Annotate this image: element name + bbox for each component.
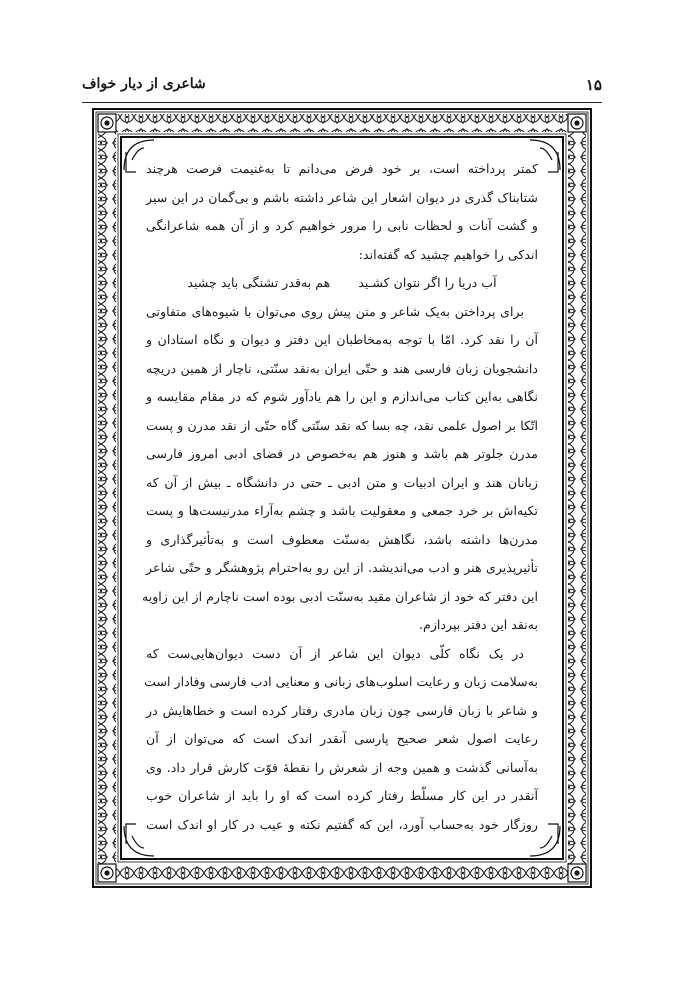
text-line: برای پرداختن به‌یک شاعر و متن پیش روی می‌توان با شیوه‌های متفاوتی (146, 303, 524, 319)
text-line: به‌نقد این دفتر بپردازم. (419, 617, 538, 632)
verse-hemistich-2: هم به‌قدر تشنگی باید چشید (187, 275, 331, 290)
text-line: تأثیرپذیری هنر و ادب می‌اندیشد. از این رو به‌احترام پژوهشگر و حتّی شاعر (146, 560, 538, 575)
text-line: آنقدر در این کار مسلّط رفتار کرده است که او را باید از شاعران خوب (146, 788, 538, 803)
text-line: مدرن جلوتر هم باشد و هنوز هم به‌خصوص در فضای ادبی امروز فارسی (146, 446, 538, 461)
text-line: نگاهی به‌این کتاب می‌اندازم و این را هم یادآور شوم که در مقام مقایسه و (146, 389, 538, 404)
text-line: این دفتر که خود از شاعران مقید به‌سنّت ادبی بوده است ناچارم از این زاویه (141, 588, 538, 604)
text-line: و گشت آنات و لحظات نابی را مرور خواهیم کرد و از آن همه شاعرانگی (146, 218, 538, 233)
text-line: کمتر پرداخته است، بر خود فرض می‌دانم تا به‌غنیمت فرصت هرچند (146, 161, 538, 176)
text-line: به‌سلامت زبان و رعایت اسلوب‌های زبانی و معنایی ادب فارسی وفادار است (144, 674, 538, 689)
text-line: تکیه‌اش بر خرد جمعی و معقولیت باشد و چشم به‌آراء مدرنیست‌ها و پست (146, 503, 538, 518)
text-line: رعایت اصول شعر صحیح پارسی آنقدر اندک است که می‌توان از آن (146, 731, 538, 746)
text-line: دانشجویان زبان فارسی هند و حتّی ایران به‌نقد سنّتی، ناچار از همین دریچه (146, 360, 538, 376)
text-line: شتابناک گذری در دیوان اشعار این شاعر داشته باشم و بی‌گمان در این سیر (146, 189, 538, 205)
text-line: به‌آسانی گذشت و همین وجه از شعرش را نقطهٔ قوّت کارش قرار داد. وی (146, 759, 538, 775)
poem-verse (146, 269, 538, 298)
text-line: اندکی را خواهیم چشید که گفته‌اند: (358, 246, 538, 262)
text-line: روزگار خود به‌حساب آورد، این که گفتیم نکته و عیب در کار او اندک است (146, 816, 538, 832)
verse-hemistich-1: آب دریا را اگر نتوان کشـید (358, 275, 497, 290)
page-body (141, 155, 538, 839)
page-header (82, 76, 602, 100)
text-line: آن را نقد کرد. امّا با توجه به‌مخاطبان این دفتر و دیوان و نگاه استادان و (146, 332, 538, 347)
text-line: و شاعر با زبان فارسی چون زبان مادری رفتار کرده است و خطاهایش در (146, 702, 538, 718)
text-line: مدرن‌ها داشته باشد، نگاهش به‌سنّت معطوف است و به‌تأثیرگذاری و (146, 531, 538, 547)
header-rule (82, 102, 602, 103)
running-title: شاعری از دیار خواف (82, 76, 206, 92)
text-line: اتّکا بر اصول علمی نقد، چه بسا که نقد سنّتی گاه حتّی از نقد مدرن و پست (146, 417, 538, 433)
text-line: در یک نگاه کلّی دیوان این شاعر از آن دست دیوان‌هایی‌ست که (146, 645, 524, 661)
text-line: زبانان هند و ایران ادبیات و متن ادبی ـ حتی در دانشگاه ـ بیش از آن که (146, 474, 538, 490)
page-number: ۱۵ (585, 76, 602, 94)
